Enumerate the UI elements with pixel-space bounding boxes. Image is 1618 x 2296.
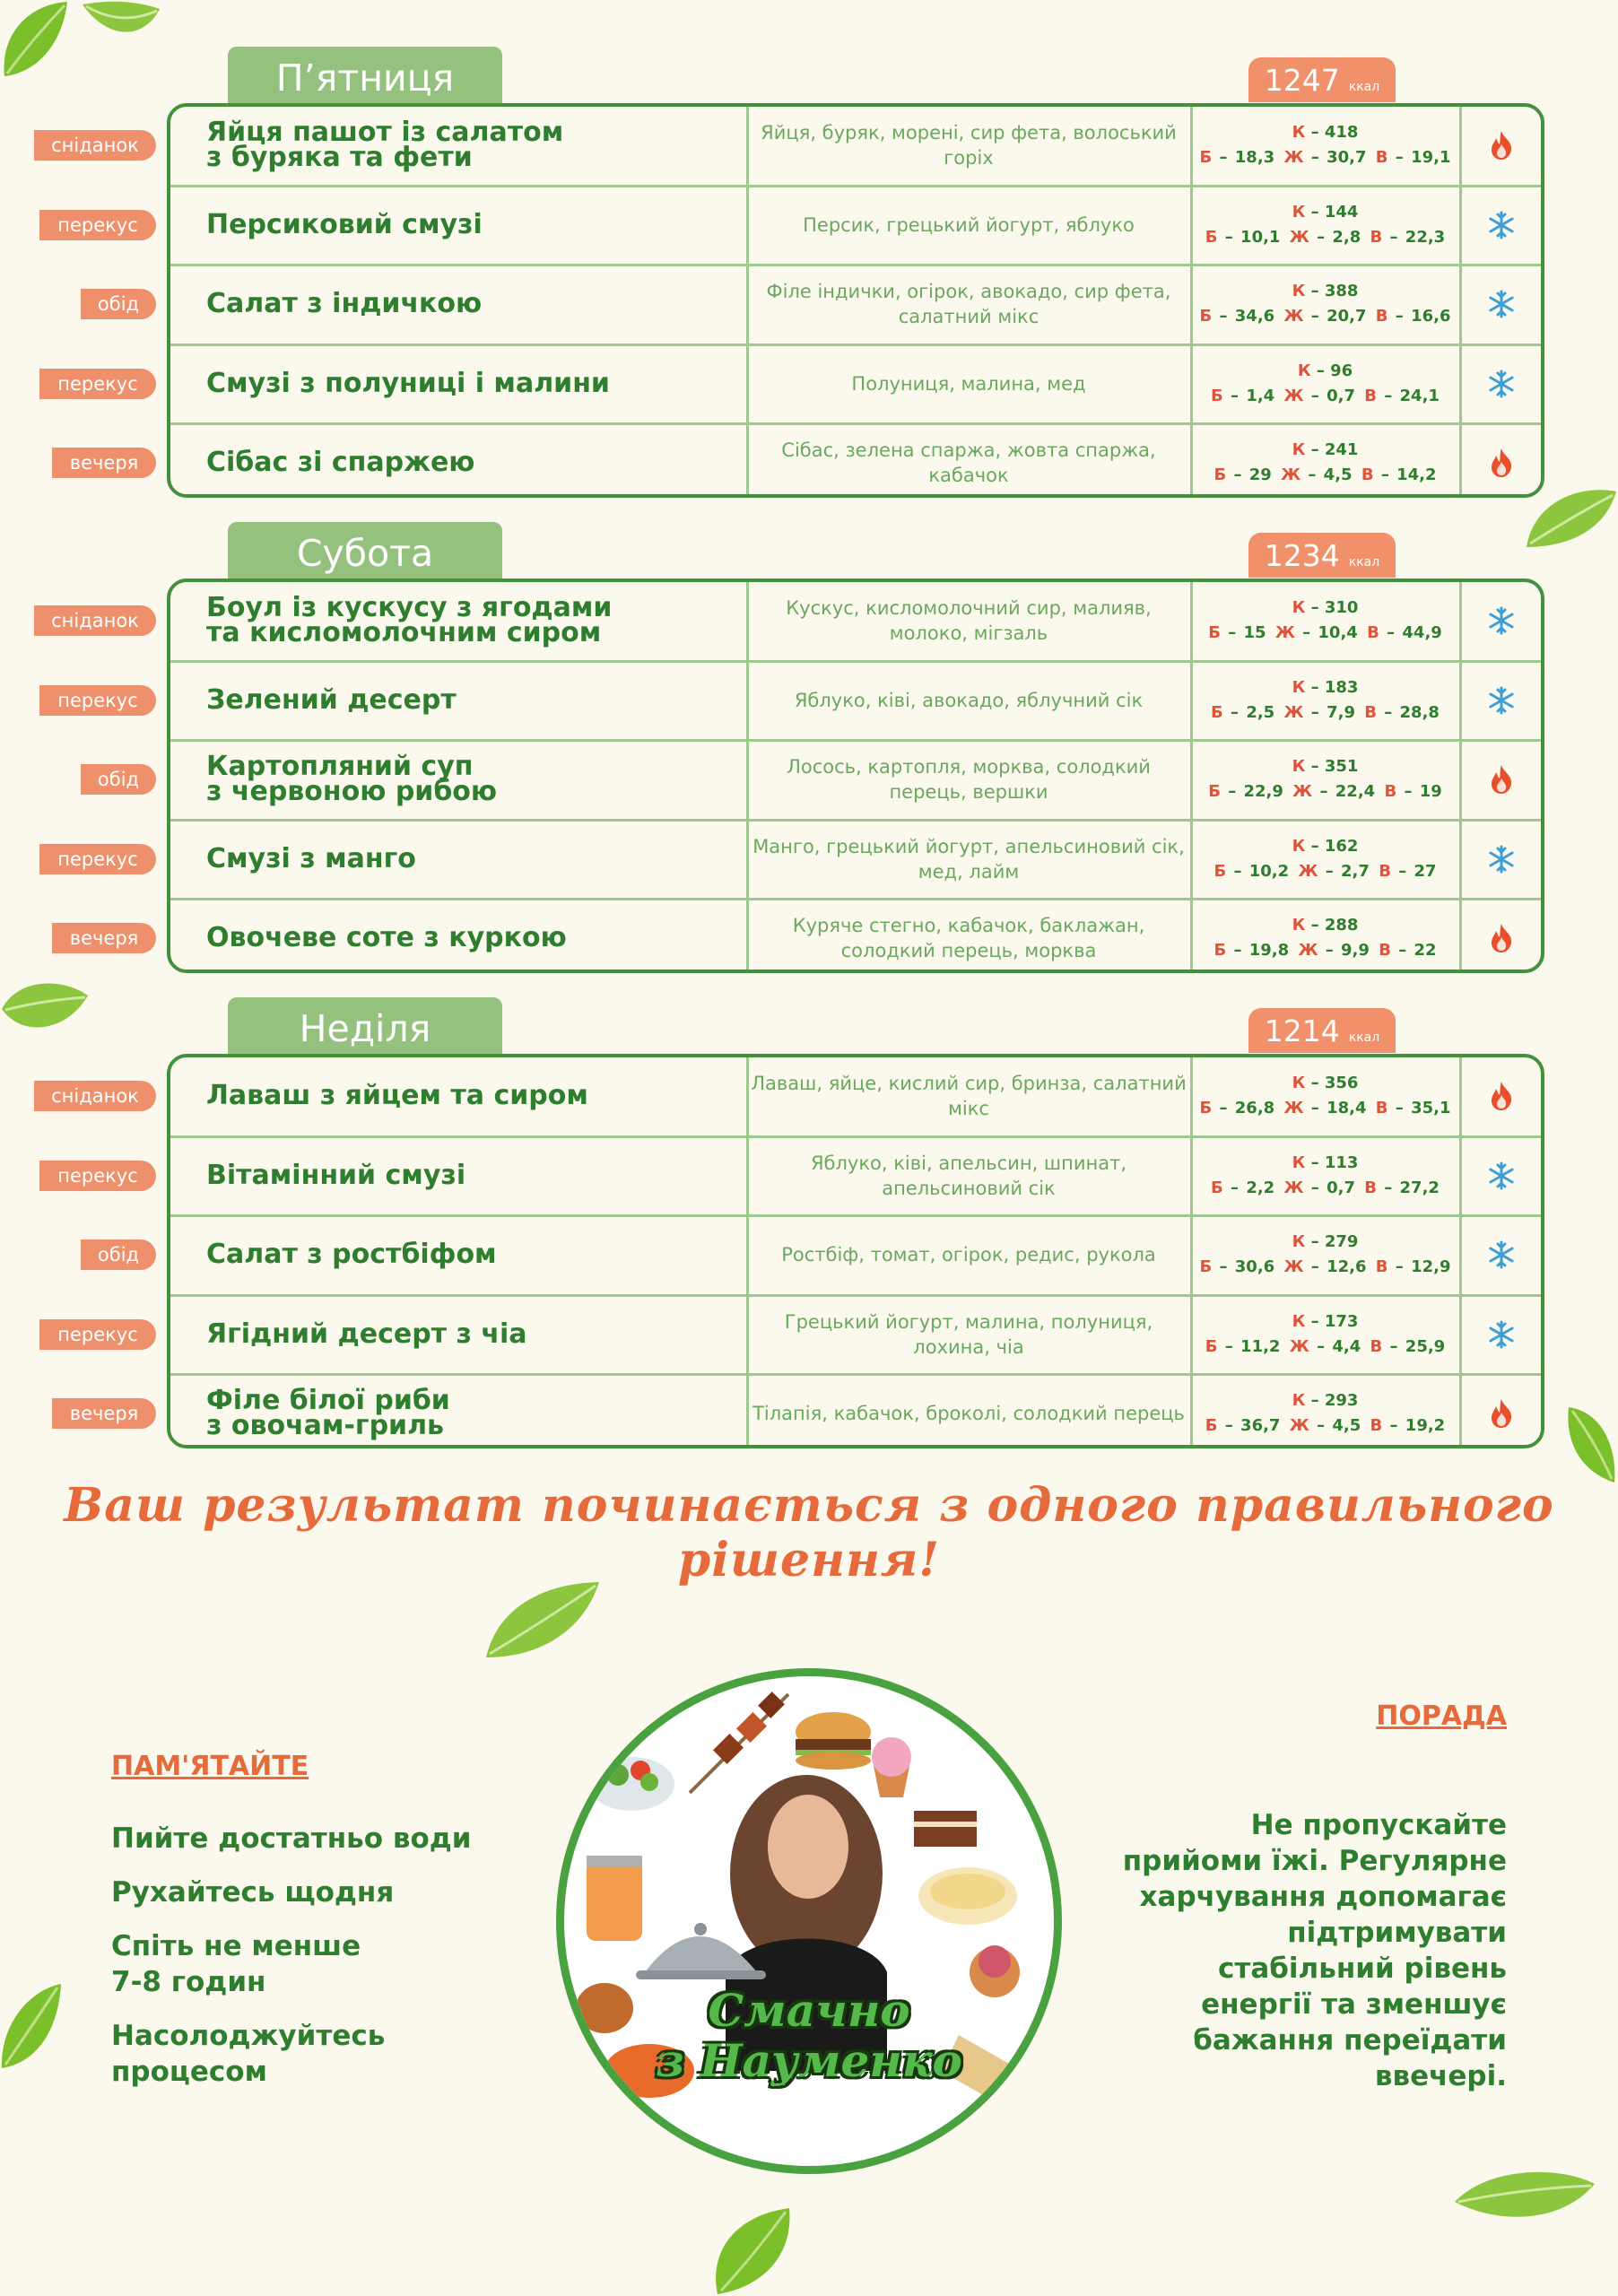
meal-type-badge: перекус bbox=[39, 369, 156, 399]
ingredients: Тілапія, кабачок, броколі, солодкий перець bbox=[752, 1403, 1185, 1424]
meal-type-badge: обід bbox=[81, 1239, 156, 1270]
protein-value: 26,8 bbox=[1234, 1099, 1275, 1118]
day-section bbox=[0, 522, 1618, 988]
sep: – bbox=[1310, 361, 1331, 380]
calories-line bbox=[1292, 1071, 1359, 1096]
dish-name: Смузі з манго bbox=[206, 842, 416, 874]
carbs-value: 27 bbox=[1414, 861, 1437, 881]
advice-title: ПОРАДА bbox=[1376, 1700, 1507, 1732]
protein-value: 2,5 bbox=[1246, 702, 1275, 722]
sep: – bbox=[1305, 123, 1325, 142]
fire-icon bbox=[1462, 741, 1541, 818]
protein-label: Б bbox=[1205, 1336, 1218, 1356]
fat-value: 0,7 bbox=[1327, 386, 1355, 405]
calories-label: К bbox=[1292, 677, 1306, 697]
leaf-decoration bbox=[1453, 2166, 1596, 2224]
calories-line bbox=[1292, 1151, 1359, 1176]
protein-label: Б bbox=[1211, 386, 1223, 405]
sep: – bbox=[1305, 1391, 1325, 1410]
macros-line: Б – 1,4 Ж – 0,7 В – 24,1 bbox=[1211, 386, 1440, 405]
calories-value: 183 bbox=[1324, 677, 1359, 697]
carbs-value: 28,8 bbox=[1399, 702, 1440, 722]
ingredients: Яйця, буряк, морені, сир фета, волоський горіх bbox=[761, 122, 1177, 169]
protein-label: Б bbox=[1214, 861, 1227, 881]
meal-row bbox=[57, 821, 1541, 898]
protein-value: 19,8 bbox=[1248, 941, 1290, 960]
fire-icon bbox=[1462, 424, 1541, 501]
calories-label: К bbox=[1292, 598, 1306, 617]
meal-row bbox=[97, 741, 1541, 818]
calories-value: 96 bbox=[1330, 361, 1353, 380]
carbs-label: В bbox=[1375, 1099, 1388, 1118]
macros-line: Б – 11,2 Ж – 4,4 В – 25,9 bbox=[1205, 1336, 1446, 1356]
fat-value: 4,5 bbox=[1323, 465, 1353, 484]
meal-row bbox=[69, 424, 1541, 501]
fat-label: Ж bbox=[1274, 623, 1295, 642]
calories-label: К bbox=[1292, 757, 1306, 776]
fat-value: 4,4 bbox=[1332, 1336, 1361, 1356]
day-section bbox=[0, 997, 1618, 1464]
protein-label: Б bbox=[1208, 782, 1221, 801]
meal-type-badge: сніданок bbox=[34, 130, 156, 161]
dish-name: Картопляний суп з червоною рибою bbox=[206, 751, 498, 807]
fat-value: 12,6 bbox=[1327, 1257, 1367, 1276]
protein-label: Б bbox=[1208, 623, 1221, 642]
nutrition-info bbox=[1193, 1296, 1457, 1373]
carbs-label: В bbox=[1370, 1336, 1383, 1356]
carbs-value: 19 bbox=[1419, 782, 1442, 801]
ingredients: Полуниця, малина, мед bbox=[851, 372, 1086, 395]
tip-item: Пийте достатньо води bbox=[111, 1822, 472, 1855]
fat-value: 0,7 bbox=[1327, 1178, 1355, 1197]
macros-line: Б – 15 Ж – 10,4 В – 44,9 bbox=[1208, 623, 1442, 642]
meal-type-badge: перекус bbox=[39, 844, 156, 874]
meal-row bbox=[51, 107, 1541, 184]
meal-row bbox=[57, 662, 1541, 739]
leaf-decoration bbox=[709, 2206, 798, 2296]
protein-value: 18,3 bbox=[1234, 148, 1275, 167]
dish-name: Яйця пашот із салатом з буряка та фети bbox=[206, 117, 564, 173]
macros-line: Б – 2,5 Ж – 7,9 В – 28,8 bbox=[1211, 702, 1440, 722]
calories-label: К bbox=[1292, 1311, 1306, 1331]
carbs-value: 24,1 bbox=[1399, 386, 1440, 405]
carbs-label: В bbox=[1361, 465, 1374, 484]
protein-value: 11,2 bbox=[1240, 1336, 1281, 1356]
calories-line bbox=[1292, 1388, 1359, 1413]
carbs-label: В bbox=[1375, 148, 1388, 167]
sep: – bbox=[1305, 836, 1325, 856]
dish-name: Вітамінний смузі bbox=[206, 1159, 466, 1191]
nutrition-info bbox=[1193, 424, 1457, 501]
calories-value: 173 bbox=[1324, 1311, 1359, 1331]
dish-name: Боул із кускусу з ягодами та кисломолочним сиром bbox=[206, 592, 613, 648]
kcal-unit: ккал bbox=[1348, 555, 1380, 570]
fat-label: Ж bbox=[1283, 1257, 1304, 1276]
meal-row bbox=[57, 1137, 1541, 1214]
protein-value: 10,1 bbox=[1240, 227, 1281, 247]
meal-type-badge: перекус bbox=[39, 210, 156, 240]
nutrition-info bbox=[1193, 900, 1457, 977]
calories-line bbox=[1292, 754, 1359, 779]
sep: – bbox=[1305, 598, 1325, 617]
calories-line bbox=[1292, 1309, 1359, 1335]
macros-line: Б – 34,6 Ж – 20,7 В – 16,6 bbox=[1199, 307, 1451, 326]
ingredients: Філе індички, огірок, авокадо, сир фета, салатний мікс bbox=[766, 281, 1171, 327]
calories-label: К bbox=[1292, 1152, 1306, 1172]
carbs-value: 12,9 bbox=[1411, 1257, 1451, 1276]
nutrition-info bbox=[1193, 662, 1457, 739]
meal-row bbox=[51, 1057, 1541, 1135]
protein-label: Б bbox=[1199, 148, 1213, 167]
macros-line: Б – 26,8 Ж – 18,4 В – 35,1 bbox=[1199, 1099, 1451, 1118]
fat-label: Ж bbox=[1283, 702, 1304, 722]
protein-label: Б bbox=[1214, 941, 1227, 960]
meal-type-badge: перекус bbox=[39, 685, 156, 716]
nutrition-info bbox=[1193, 1057, 1457, 1135]
meal-type-badge: перекус bbox=[39, 1161, 156, 1191]
calories-value: 288 bbox=[1324, 916, 1359, 935]
leaf-decoration bbox=[81, 0, 161, 40]
meal-table bbox=[51, 103, 1544, 498]
brand-name: Смачно з Науменко bbox=[656, 1984, 962, 2087]
fat-label: Ж bbox=[1298, 861, 1318, 881]
ingredients: Кускус, кисломолочний сир, малияв, молоко, мігзаль bbox=[786, 597, 1152, 644]
daily-kcal-badge bbox=[1248, 1008, 1396, 1053]
leaf-decoration bbox=[0, 1982, 63, 2072]
nutrition-info bbox=[1193, 265, 1457, 343]
nutrition-info bbox=[1193, 821, 1457, 898]
protein-label: Б bbox=[1199, 1099, 1213, 1118]
dish-name: Ягідний десерт з чіа bbox=[206, 1318, 527, 1350]
sep: – bbox=[1305, 757, 1325, 776]
sep: – bbox=[1305, 1074, 1325, 1092]
fat-value: 2,8 bbox=[1332, 227, 1361, 247]
snowflake-icon bbox=[1462, 345, 1541, 422]
calories-value: 418 bbox=[1324, 123, 1359, 142]
carbs-value: 22,3 bbox=[1405, 227, 1446, 247]
meal-table bbox=[51, 1054, 1544, 1448]
fat-value: 22,4 bbox=[1335, 782, 1376, 801]
carbs-label: В bbox=[1364, 386, 1377, 405]
ingredients: Грецький йогурт, малина, полуниця, лохина, чіа bbox=[784, 1310, 1153, 1358]
meal-type-badge: сніданок bbox=[34, 605, 156, 636]
protein-label: Б bbox=[1199, 307, 1213, 326]
daily-kcal-value: 1234 bbox=[1264, 538, 1340, 573]
snowflake-icon bbox=[1462, 821, 1541, 898]
fat-value: 9,9 bbox=[1341, 941, 1370, 960]
protein-label: Б bbox=[1211, 1178, 1223, 1197]
leaf-decoration bbox=[484, 1578, 601, 1659]
meal-type-badge: вечеря bbox=[52, 923, 156, 953]
dish-name: Овочеве соте з куркою bbox=[206, 922, 567, 953]
carbs-label: В bbox=[1379, 861, 1391, 881]
sep: – bbox=[1305, 1311, 1325, 1331]
fat-label: Ж bbox=[1289, 227, 1309, 247]
calories-line bbox=[1292, 675, 1359, 700]
ingredients: Яблуко, ківі, апельсин, шпинат, апельсиновий сік bbox=[810, 1152, 1127, 1199]
snowflake-icon bbox=[1462, 1296, 1541, 1373]
meal-row bbox=[57, 187, 1541, 264]
calories-value: 241 bbox=[1324, 440, 1359, 459]
day-tab: П’ятниця bbox=[228, 47, 502, 109]
daily-kcal-badge bbox=[1248, 57, 1396, 102]
macros-line: Б – 29 Ж – 4,5 В – 14,2 bbox=[1214, 465, 1437, 484]
dish-name: Персиковий смузі bbox=[206, 208, 483, 240]
fat-value: 20,7 bbox=[1327, 307, 1367, 326]
fat-label: Ж bbox=[1283, 1178, 1304, 1197]
sep: – bbox=[1305, 202, 1325, 222]
sep: – bbox=[1305, 916, 1325, 935]
fat-label: Ж bbox=[1283, 1099, 1304, 1118]
daily-kcal-value: 1247 bbox=[1264, 63, 1340, 98]
calories-line bbox=[1292, 1230, 1359, 1255]
macros-line: Б – 10,1 Ж – 2,8 В – 22,3 bbox=[1205, 227, 1446, 247]
carbs-value: 25,9 bbox=[1405, 1336, 1446, 1356]
calories-value: 351 bbox=[1324, 757, 1359, 776]
ingredients: Яблуко, ківі, авокадо, яблучний сік bbox=[794, 689, 1144, 711]
calories-value: 310 bbox=[1324, 598, 1359, 617]
carbs-value: 16,6 bbox=[1411, 307, 1451, 326]
calories-line bbox=[1292, 913, 1359, 938]
dish-name: Сібас зі спаржею bbox=[206, 447, 475, 478]
sep: – bbox=[1305, 1232, 1325, 1251]
ingredients: Ростбіф, томат, огірок, редис, рукола bbox=[781, 1244, 1156, 1265]
meal-row bbox=[69, 900, 1541, 977]
fire-icon bbox=[1462, 1375, 1541, 1452]
food-illustration bbox=[564, 1676, 1054, 2166]
dish-name: Салат з ростбіфом bbox=[206, 1239, 497, 1270]
fat-label: Ж bbox=[1283, 386, 1304, 405]
nutrition-info bbox=[1193, 345, 1457, 422]
calories-label: К bbox=[1292, 1074, 1306, 1092]
advice-text: Не пропускайте прийоми їжі. Регулярне харчування допомагає підтримувати стабільний рівень енергії та зменшує бажання переїдати ввечері. bbox=[1122, 1809, 1507, 2092]
carbs-label: В bbox=[1384, 782, 1397, 801]
meal-type-badge: обід bbox=[81, 764, 156, 795]
protein-value: 1,4 bbox=[1246, 386, 1275, 405]
protein-label: Б bbox=[1199, 1257, 1213, 1276]
fat-label: Ж bbox=[1281, 465, 1301, 484]
carbs-value: 35,1 bbox=[1411, 1099, 1451, 1118]
calories-line bbox=[1292, 596, 1359, 621]
dish-name: Салат з індичкою bbox=[206, 288, 483, 319]
carbs-label: В bbox=[1370, 1416, 1383, 1435]
calories-value: 162 bbox=[1324, 836, 1359, 856]
protein-label: Б bbox=[1211, 702, 1223, 722]
meal-table bbox=[51, 578, 1544, 973]
fat-label: Ж bbox=[1283, 148, 1304, 167]
kcal-unit: ккал bbox=[1348, 1031, 1380, 1045]
protein-value: 15 bbox=[1243, 623, 1266, 642]
meal-type-badge: сніданок bbox=[34, 1081, 156, 1111]
tips-list bbox=[111, 1821, 533, 2108]
calories-line bbox=[1292, 438, 1359, 463]
macros-line: Б – 36,7 Ж – 4,5 В – 19,2 bbox=[1205, 1416, 1446, 1435]
fat-value: 30,7 bbox=[1327, 148, 1367, 167]
snowflake-icon bbox=[1462, 187, 1541, 264]
calories-line bbox=[1292, 120, 1359, 145]
protein-value: 36,7 bbox=[1240, 1416, 1281, 1435]
calories-label: К bbox=[1292, 1391, 1306, 1410]
calories-label: К bbox=[1292, 1232, 1306, 1251]
macros-line: Б – 18,3 Ж – 30,7 В – 19,1 bbox=[1199, 148, 1451, 167]
carbs-value: 22 bbox=[1414, 941, 1437, 960]
protein-label: Б bbox=[1214, 465, 1227, 484]
calories-label: К bbox=[1292, 916, 1306, 935]
protein-value: 29 bbox=[1248, 465, 1272, 484]
calories-line bbox=[1292, 200, 1359, 225]
protein-value: 22,9 bbox=[1243, 782, 1283, 801]
ingredients: Манго, грецький йогурт, апельсиновий сік, мед, лайм bbox=[752, 835, 1185, 883]
macros-line: Б – 19,8 Ж – 9,9 В – 22 bbox=[1214, 941, 1437, 960]
dish-name: Лаваш з яйцем та сиром bbox=[206, 1080, 588, 1111]
calories-value: 279 bbox=[1324, 1232, 1359, 1251]
tip-item: Насолоджуйтесь процесом bbox=[111, 2020, 386, 2088]
meal-row bbox=[51, 582, 1541, 659]
carbs-label: В bbox=[1379, 941, 1391, 960]
ingredients: Персик, грецький йогурт, яблуко bbox=[803, 213, 1135, 236]
protein-value: 30,6 bbox=[1234, 1257, 1275, 1276]
motto: Ваш результат починається з одного правильного рішення! bbox=[64, 1478, 1554, 1587]
nutrition-info bbox=[1193, 1375, 1457, 1452]
calories-value: 144 bbox=[1324, 202, 1359, 222]
nutrition-info bbox=[1193, 582, 1457, 659]
tip-item: Спіть не менше 7-8 годин bbox=[111, 1930, 361, 1998]
protein-value: 2,2 bbox=[1246, 1178, 1275, 1197]
remember-title: ПАМ'ЯТАЙТЕ bbox=[111, 1751, 309, 1782]
nutrition-info bbox=[1193, 741, 1457, 818]
nutrition-info bbox=[1193, 1137, 1457, 1214]
macros-line: Б – 22,9 Ж – 22,4 В – 19 bbox=[1208, 782, 1442, 801]
snowflake-icon bbox=[1462, 265, 1541, 343]
calories-value: 388 bbox=[1324, 282, 1359, 300]
fat-value: 10,4 bbox=[1318, 623, 1358, 642]
fat-label: Ж bbox=[1289, 1336, 1309, 1356]
sep: – bbox=[1305, 1152, 1325, 1172]
meal-row bbox=[97, 265, 1541, 343]
meal-row bbox=[57, 1296, 1541, 1373]
fat-value: 2,7 bbox=[1341, 861, 1370, 881]
carbs-value: 19,2 bbox=[1405, 1416, 1446, 1435]
brand-logo bbox=[556, 1668, 1062, 2174]
fat-label: Ж bbox=[1283, 307, 1304, 326]
carbs-label: В bbox=[1364, 1178, 1377, 1197]
meal-type-badge: обід bbox=[81, 289, 156, 319]
carbs-label: В bbox=[1370, 227, 1383, 247]
dish-name: Смузі з полуниці і малини bbox=[206, 367, 610, 399]
carbs-value: 27,2 bbox=[1399, 1178, 1440, 1197]
calories-label: К bbox=[1292, 123, 1306, 142]
fire-icon bbox=[1462, 107, 1541, 184]
ingredients: Лаваш, яйце, кислий сир, бринза, салатний мікс bbox=[751, 1073, 1187, 1119]
ingredients: Сібас, зелена спаржа, жовта спаржа, кабачок bbox=[781, 439, 1156, 486]
daily-kcal-value: 1214 bbox=[1264, 1013, 1340, 1048]
daily-kcal-badge bbox=[1248, 533, 1396, 578]
calories-line bbox=[1292, 834, 1359, 859]
protein-label: Б bbox=[1205, 227, 1218, 247]
calories-value: 356 bbox=[1324, 1074, 1359, 1092]
day-tab: Субота bbox=[228, 522, 502, 585]
snowflake-icon bbox=[1462, 662, 1541, 739]
meal-row bbox=[69, 1375, 1541, 1452]
snowflake-icon bbox=[1462, 582, 1541, 659]
dish-name: Філе білої риби з овочам-гриль bbox=[206, 1385, 450, 1441]
ingredients: Лосось, картопля, морква, солодкий перець, вершки bbox=[787, 756, 1151, 803]
carbs-value: 14,2 bbox=[1396, 465, 1437, 484]
meal-type-badge: вечеря bbox=[52, 448, 156, 478]
fire-icon bbox=[1462, 1057, 1541, 1135]
meal-type-badge: вечеря bbox=[52, 1398, 156, 1429]
nutrition-info bbox=[1193, 1216, 1457, 1293]
macros-line: Б – 30,6 Ж – 12,6 В – 12,9 bbox=[1199, 1257, 1451, 1276]
calories-label: К bbox=[1292, 282, 1306, 300]
calories-label: К bbox=[1292, 836, 1306, 856]
fat-label: Ж bbox=[1292, 782, 1313, 801]
kcal-unit: ккал bbox=[1348, 80, 1380, 94]
sep: – bbox=[1305, 677, 1325, 697]
dish-name: Зелений десерт bbox=[206, 683, 457, 716]
day-section bbox=[0, 47, 1618, 513]
macros-line: Б – 2,2 Ж – 0,7 В – 27,2 bbox=[1211, 1178, 1440, 1197]
meal-row bbox=[97, 1216, 1541, 1293]
snowflake-icon bbox=[1462, 1137, 1541, 1214]
carbs-value: 44,9 bbox=[1402, 623, 1442, 642]
carbs-label: В bbox=[1375, 1257, 1388, 1276]
protein-label: Б bbox=[1205, 1416, 1218, 1435]
carbs-label: В bbox=[1367, 623, 1379, 642]
calories-label: К bbox=[1292, 440, 1306, 459]
meal-type-badge: перекус bbox=[39, 1319, 156, 1350]
tip-item: Рухайтесь щодня bbox=[111, 1876, 395, 1909]
fat-label: Ж bbox=[1289, 1416, 1309, 1435]
calories-line bbox=[1298, 359, 1353, 384]
carbs-label: В bbox=[1364, 702, 1377, 722]
calories-line bbox=[1292, 279, 1359, 304]
sep: – bbox=[1305, 282, 1325, 300]
macros-line: Б – 10,2 Ж – 2,7 В – 27 bbox=[1214, 861, 1437, 881]
calories-value: 293 bbox=[1324, 1391, 1359, 1410]
fat-value: 4,5 bbox=[1332, 1416, 1361, 1435]
fat-value: 18,4 bbox=[1327, 1099, 1367, 1118]
calories-label: К bbox=[1297, 361, 1311, 380]
day-tab: Неділя bbox=[228, 997, 502, 1060]
fire-icon bbox=[1462, 900, 1541, 977]
meal-row bbox=[57, 345, 1541, 422]
fat-value: 7,9 bbox=[1327, 702, 1355, 722]
ingredients: Куряче стегно, кабачок, баклажан, солодкий перець, морква bbox=[792, 915, 1145, 961]
nutrition-info bbox=[1193, 107, 1457, 184]
snowflake-icon bbox=[1462, 1216, 1541, 1293]
carbs-value: 19,1 bbox=[1411, 148, 1451, 167]
carbs-label: В bbox=[1375, 307, 1388, 326]
calories-value: 113 bbox=[1324, 1152, 1359, 1172]
protein-value: 10,2 bbox=[1248, 861, 1290, 881]
protein-value: 34,6 bbox=[1234, 307, 1275, 326]
sep: – bbox=[1305, 440, 1325, 459]
calories-label: К bbox=[1292, 202, 1306, 222]
nutrition-info bbox=[1193, 187, 1457, 264]
fat-label: Ж bbox=[1298, 941, 1318, 960]
